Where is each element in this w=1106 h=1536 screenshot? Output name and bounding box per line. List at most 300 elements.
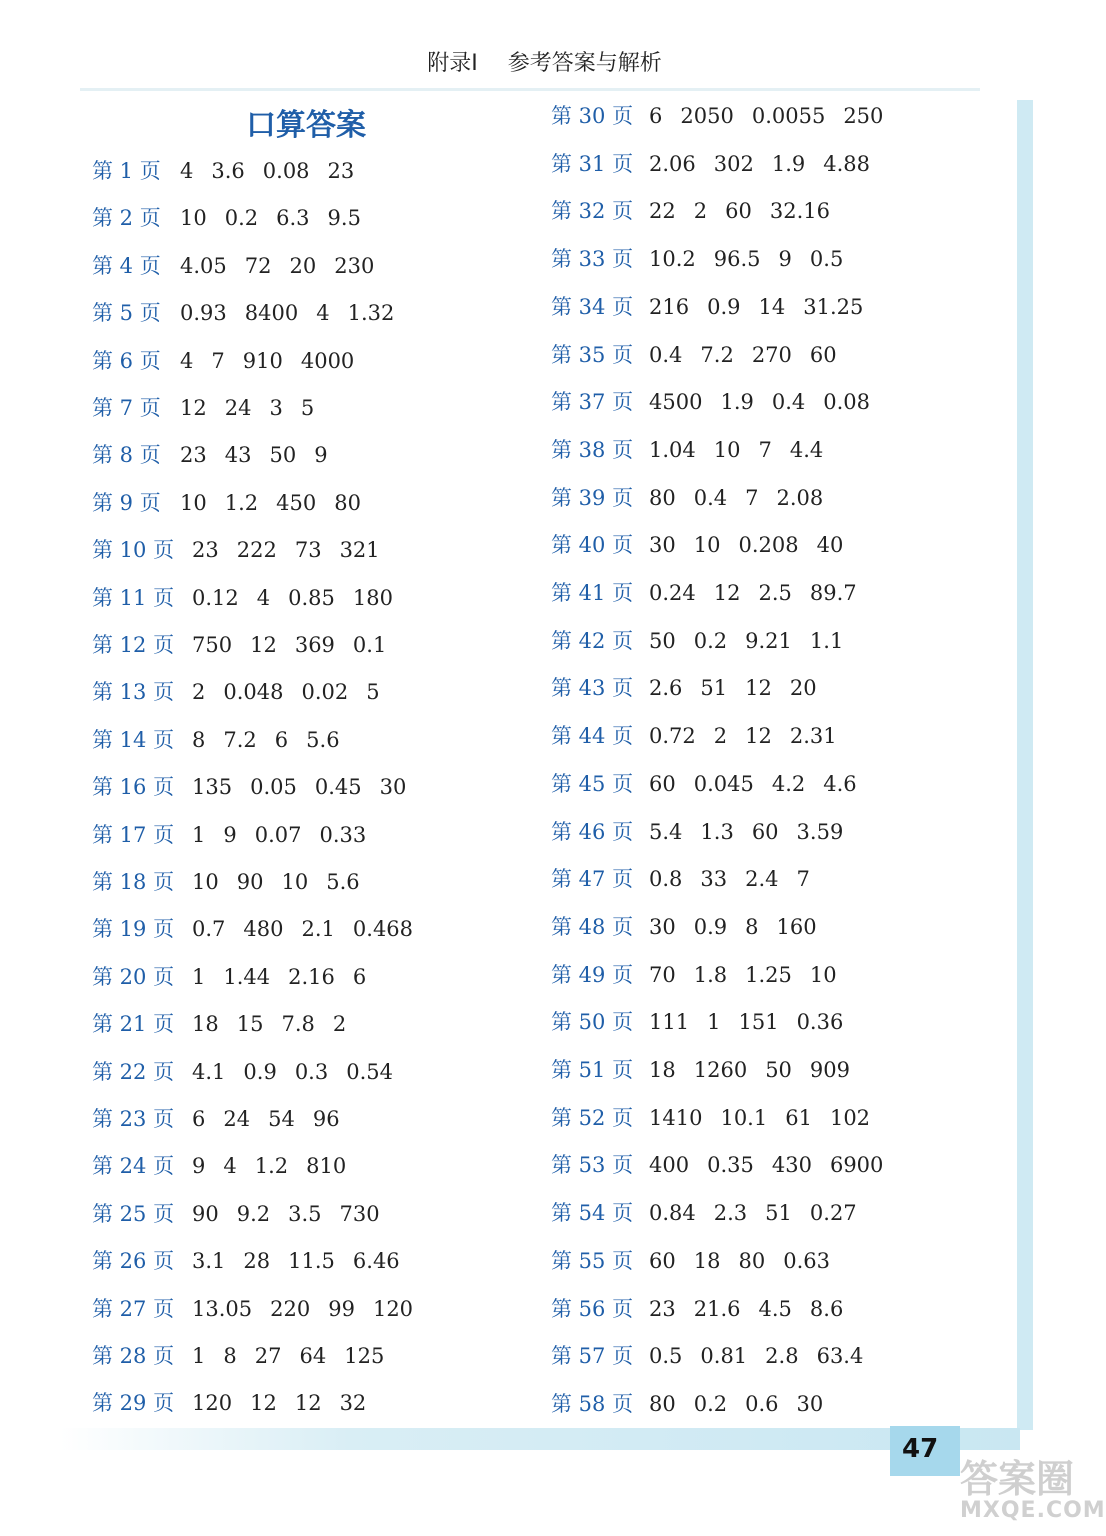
answer-value: 7 — [758, 437, 772, 462]
page-label: 第 35 页 — [551, 342, 634, 367]
answer-value: 450 — [276, 490, 317, 515]
answer-row — [92, 346, 355, 376]
answer-value: 80 — [649, 485, 676, 510]
answer-value: 0.048 — [223, 680, 284, 705]
answer-value: 80 — [738, 1248, 766, 1273]
answer-values — [649, 387, 888, 417]
page-label: 第 6 页 — [92, 348, 161, 373]
answer-values — [649, 1294, 861, 1324]
answer-value: 0.2 — [693, 628, 728, 653]
answer-value: 12 — [294, 1391, 322, 1416]
answer-value: 8.6 — [809, 1296, 844, 1321]
section-title: 口算答案 — [246, 108, 366, 143]
answer-value: 80 — [334, 490, 361, 515]
answer-value: 32.16 — [769, 199, 830, 224]
answer-value: 180 — [352, 585, 393, 610]
page-label: 第 4 页 — [92, 253, 161, 278]
answer-row — [92, 820, 367, 850]
answer-row — [92, 535, 380, 565]
answer-value: 0.63 — [783, 1248, 830, 1273]
answer-values — [649, 244, 861, 274]
answer-value: 8 — [223, 1344, 237, 1368]
answer-value: 135 — [192, 775, 233, 800]
answer-value: 430 — [771, 1153, 812, 1178]
answer-values — [649, 960, 855, 990]
answer-value: 32 — [339, 1391, 367, 1416]
answer-values — [192, 820, 384, 850]
answer-value: 1.3 — [700, 819, 734, 844]
page-label: 第 32 页 — [551, 199, 634, 224]
answer-values — [649, 626, 861, 656]
answer-value: 0.5 — [649, 1344, 683, 1369]
answer-value: 10.2 — [649, 247, 696, 272]
answer-value: 125 — [344, 1344, 385, 1368]
answer-value: 7.8 — [281, 1012, 315, 1037]
answer-value: 0.08 — [823, 390, 871, 415]
answer-value: 2.06 — [649, 151, 696, 176]
answer-value: 2050 — [680, 104, 734, 128]
answer-value: 7 — [745, 485, 759, 510]
answer-value: 30 — [649, 914, 676, 939]
answer-values — [649, 1150, 901, 1180]
answer-values — [192, 583, 411, 613]
page-label: 第 10 页 — [92, 538, 175, 563]
answer-row — [551, 244, 844, 274]
answer-row — [92, 1341, 385, 1371]
answer-value: 23 — [327, 159, 355, 183]
answer-row — [92, 1294, 414, 1324]
answer-value: 0.3 — [294, 1059, 329, 1084]
page-label: 第 13 页 — [92, 680, 175, 705]
page-label: 第 48 页 — [551, 914, 634, 939]
page-label: 第 42 页 — [551, 628, 634, 653]
page-label: 第 9 页 — [92, 490, 161, 515]
answer-value: 1 — [192, 964, 206, 989]
page-label: 第 27 页 — [92, 1296, 175, 1321]
answer-value: 0.9 — [707, 294, 741, 319]
page-label: 第 26 页 — [92, 1249, 175, 1274]
page-number: 47 — [902, 1434, 939, 1464]
answer-values — [192, 1388, 384, 1418]
answer-row — [92, 1388, 367, 1418]
page-label: 第 31 页 — [551, 151, 634, 176]
answer-values — [192, 1009, 364, 1039]
answer-values — [649, 196, 848, 226]
answer-value: 230 — [334, 253, 375, 278]
answer-row — [92, 440, 328, 470]
answer-value: 73 — [294, 538, 322, 563]
answer-values — [192, 1341, 402, 1371]
answer-value: 6.3 — [276, 206, 310, 231]
answer-value: 2.8 — [765, 1344, 799, 1369]
answer-value: 0.07 — [254, 822, 302, 847]
answer-value: 6 — [274, 727, 289, 752]
answer-value: 61 — [785, 1105, 812, 1130]
answer-value: 11.5 — [288, 1249, 335, 1274]
answer-values — [649, 435, 841, 465]
answer-row — [551, 1198, 857, 1228]
answer-values — [649, 769, 875, 799]
page-label: 第 25 页 — [92, 1201, 175, 1226]
answer-row — [92, 393, 315, 423]
answer-value: 5.6 — [306, 727, 340, 752]
header-title: 参考答案与解析 — [507, 51, 662, 76]
answer-value: 4 — [180, 348, 194, 373]
answer-value: 6900 — [829, 1153, 884, 1178]
answer-value: 2.5 — [758, 581, 792, 605]
answer-value: 810 — [306, 1154, 347, 1179]
page-label: 第 58 页 — [551, 1391, 634, 1416]
answer-value: 3.5 — [288, 1201, 322, 1226]
answer-value: 6 — [192, 1107, 206, 1131]
answer-row — [92, 725, 340, 755]
answer-values — [649, 912, 835, 942]
answer-value: 6.46 — [352, 1249, 400, 1274]
answer-value: 54 — [268, 1107, 295, 1131]
answer-value: 9 — [778, 247, 792, 272]
answer-value: 910 — [242, 348, 283, 373]
answer-value: 0.5 — [809, 247, 844, 272]
page-label: 第 14 页 — [92, 727, 175, 752]
bottom-band — [60, 1428, 1020, 1450]
answer-value: 12 — [250, 633, 277, 657]
answer-value: 10 — [693, 533, 721, 558]
answer-value: 480 — [243, 917, 284, 942]
answer-value: 1.25 — [745, 962, 792, 987]
answer-value: 21.6 — [693, 1296, 741, 1321]
answer-value: 4000 — [300, 348, 355, 373]
answer-value: 0.2 — [224, 206, 259, 231]
answer-value: 321 — [339, 538, 380, 563]
answer-value: 5.4 — [649, 819, 683, 844]
answer-row — [551, 149, 871, 179]
answer-value: 4.5 — [758, 1296, 792, 1321]
answer-row — [92, 914, 414, 944]
page-label: 第 30 页 — [551, 104, 634, 128]
answer-value: 0.9 — [243, 1059, 277, 1084]
page-label: 第 34 页 — [551, 294, 634, 319]
answer-value: 15 — [236, 1012, 264, 1037]
answer-value: 1410 — [649, 1105, 703, 1130]
answer-value: 4.2 — [771, 771, 806, 796]
answer-row — [551, 673, 817, 703]
answer-values — [649, 483, 841, 513]
answer-row — [551, 387, 871, 417]
answer-value: 9 — [314, 443, 328, 468]
answer-value: 0.33 — [319, 822, 367, 847]
answer-value: 10 — [713, 437, 741, 462]
answer-value: 0.4 — [771, 390, 806, 415]
answer-value: 10 — [180, 490, 207, 515]
answer-value: 4 — [223, 1154, 237, 1179]
answer-value: 12 — [713, 581, 741, 605]
answer-values — [192, 1246, 418, 1276]
answer-values — [649, 530, 861, 560]
answer-value: 4 — [180, 159, 194, 183]
answer-value: 0.35 — [707, 1153, 754, 1178]
header-rule — [80, 88, 980, 91]
page-label: 第 22 页 — [92, 1059, 175, 1084]
answer-values — [192, 725, 358, 755]
answer-value: 0.4 — [693, 485, 728, 510]
answer-value: 8400 — [244, 301, 299, 326]
page-label: 第 52 页 — [551, 1105, 634, 1130]
answer-value: 89.7 — [809, 581, 857, 605]
answer-values — [192, 1057, 411, 1087]
page-label: 第 33 页 — [551, 247, 634, 272]
answer-values — [649, 673, 835, 703]
answer-value: 20 — [289, 253, 317, 278]
answer-value: 9.2 — [236, 1201, 271, 1226]
answer-value: 3.59 — [796, 819, 844, 844]
answer-value: 0.9 — [693, 914, 728, 939]
answer-row — [551, 864, 810, 894]
answer-value: 1.2 — [224, 490, 259, 515]
answer-values — [192, 1104, 358, 1134]
answer-value: 30 — [379, 775, 407, 800]
answer-row — [551, 1055, 851, 1085]
answer-row — [551, 530, 844, 560]
answer-value: 60 — [809, 342, 837, 367]
answer-value: 0.54 — [346, 1059, 393, 1084]
answer-value: 14 — [758, 294, 786, 319]
page-label: 第 39 页 — [551, 485, 634, 510]
answer-values — [649, 101, 901, 131]
page-label: 第 1 页 — [92, 159, 161, 183]
page-label: 第 53 页 — [551, 1153, 634, 1178]
answer-value: 6 — [649, 104, 663, 128]
answer-value: 1.04 — [649, 437, 696, 462]
answer-values — [180, 393, 332, 423]
page-label: 第 37 页 — [551, 390, 634, 415]
answer-value: 1 — [707, 1010, 721, 1035]
page-label: 第 11 页 — [92, 585, 175, 610]
answer-row — [92, 1199, 380, 1229]
answer-value: 0.27 — [809, 1201, 857, 1226]
answer-value: 5.6 — [326, 870, 360, 894]
watermark-logo-text: 答案圈 — [960, 1457, 1075, 1501]
answer-value: 2.6 — [649, 676, 683, 701]
answer-value: 51 — [700, 676, 728, 701]
answer-row — [551, 769, 857, 799]
answer-value: 9.21 — [745, 628, 792, 653]
answer-values — [192, 1199, 398, 1229]
answer-row — [551, 483, 824, 513]
answer-values — [649, 149, 888, 179]
answer-value: 1.44 — [223, 964, 271, 989]
answer-value: 5 — [366, 680, 380, 705]
answer-values — [649, 817, 861, 847]
answer-value: 80 — [649, 1391, 676, 1416]
answer-value: 2.3 — [713, 1201, 748, 1226]
answer-values — [649, 1198, 875, 1228]
answer-value: 1.1 — [809, 628, 844, 653]
answer-value: 3.6 — [211, 159, 245, 183]
answer-value: 4.6 — [823, 771, 857, 796]
answer-value: 50 — [765, 1058, 792, 1082]
answer-row — [551, 1007, 844, 1037]
answer-value: 0.84 — [649, 1201, 696, 1226]
page-label: 第 54 页 — [551, 1201, 634, 1226]
answer-value: 4.4 — [789, 437, 824, 462]
answer-row — [92, 1151, 347, 1181]
answer-value: 40 — [816, 533, 844, 558]
answer-value: 30 — [649, 533, 676, 558]
page-label: 第 20 页 — [92, 964, 175, 989]
answer-row — [92, 1104, 340, 1134]
answer-row — [551, 960, 837, 990]
answer-value: 22 — [649, 199, 676, 224]
answer-value: 0.93 — [180, 301, 227, 326]
answer-values — [649, 1007, 861, 1037]
answer-values — [649, 292, 881, 322]
answer-row — [92, 1246, 400, 1276]
answer-value: 9 — [223, 822, 237, 847]
answer-value: 4 — [316, 301, 330, 326]
answer-value: 1.9 — [720, 390, 754, 415]
answer-value: 8 — [745, 914, 759, 939]
answer-value: 90 — [192, 1201, 219, 1226]
answer-value: 2.1 — [301, 917, 335, 942]
answer-row — [92, 677, 380, 707]
answer-value: 0.12 — [192, 585, 239, 610]
answer-value: 23 — [192, 538, 219, 563]
answer-value: 43 — [224, 443, 252, 468]
answer-value: 400 — [649, 1153, 690, 1178]
page-label: 第 24 页 — [92, 1154, 175, 1179]
answer-value: 0.24 — [649, 581, 696, 605]
answer-value: 216 — [649, 294, 690, 319]
answer-value: 222 — [236, 538, 277, 563]
answer-value: 2 — [693, 199, 708, 224]
answer-value: 10 — [281, 870, 309, 894]
answer-value: 12 — [745, 724, 772, 749]
answer-value: 70 — [649, 962, 676, 987]
answer-value: 2.31 — [789, 724, 837, 749]
answer-values — [649, 578, 875, 608]
answer-value: 1 — [192, 822, 206, 847]
answer-values — [192, 1294, 431, 1324]
answer-row — [92, 1009, 347, 1039]
answer-value: 96.5 — [713, 247, 761, 272]
answer-value: 0.0055 — [751, 104, 826, 128]
answer-value: 28 — [243, 1249, 271, 1274]
answer-values — [192, 1151, 364, 1181]
answer-row — [551, 1246, 830, 1276]
answer-value: 6 — [352, 964, 367, 989]
answer-values — [192, 630, 404, 660]
page-label: 第 19 页 — [92, 917, 175, 942]
answer-value: 250 — [843, 104, 884, 128]
answer-value: 0.8 — [649, 867, 683, 892]
answer-value: 0.36 — [796, 1010, 844, 1035]
answer-value: 369 — [294, 633, 335, 657]
answer-value: 3 — [269, 396, 283, 420]
answer-value: 2.4 — [745, 867, 779, 892]
answer-value: 18 — [693, 1248, 721, 1273]
answer-values — [180, 440, 346, 470]
answer-value: 7.2 — [700, 342, 734, 367]
answer-row — [92, 156, 355, 186]
answer-value: 60 — [649, 771, 676, 796]
answer-value: 111 — [649, 1010, 690, 1035]
page-label: 第 12 页 — [92, 633, 175, 657]
answer-value: 2.08 — [776, 485, 824, 510]
answer-value: 120 — [192, 1391, 233, 1416]
answer-value: 60 — [751, 819, 779, 844]
answer-value: 12 — [250, 1391, 277, 1416]
answer-row — [92, 203, 361, 233]
page-label: 第 17 页 — [92, 822, 175, 847]
answer-row — [551, 912, 817, 942]
answer-row — [92, 583, 393, 613]
answer-value: 909 — [809, 1058, 851, 1082]
answer-values — [180, 488, 379, 518]
page-label: 第 23 页 — [92, 1107, 175, 1131]
answer-row — [551, 196, 830, 226]
answer-row — [92, 1057, 393, 1087]
answer-value: 102 — [829, 1105, 871, 1130]
answer-value: 1.9 — [771, 151, 806, 176]
answer-value: 2 — [332, 1012, 347, 1037]
answer-row — [551, 1103, 871, 1133]
answer-values — [192, 867, 378, 897]
answer-value: 24 — [223, 1107, 251, 1131]
page-label: 第 41 页 — [551, 581, 634, 605]
page-label: 第 51 页 — [551, 1058, 634, 1082]
answer-value: 1.32 — [347, 301, 395, 326]
answer-value: 7.2 — [223, 727, 257, 752]
answer-value: 2.16 — [288, 964, 335, 989]
answer-value: 5 — [300, 396, 315, 420]
answer-row — [551, 1389, 824, 1419]
answer-value: 3.1 — [192, 1249, 226, 1274]
answer-value: 0.72 — [649, 724, 696, 749]
answer-value: 0.81 — [700, 1344, 748, 1369]
answer-value: 13.05 — [192, 1296, 253, 1321]
page-label: 第 44 页 — [551, 724, 634, 749]
answer-value: 2 — [713, 724, 728, 749]
answer-row — [551, 1341, 864, 1371]
answer-value: 9.5 — [327, 206, 361, 231]
page-label: 第 49 页 — [551, 962, 634, 987]
page-label: 第 21 页 — [92, 1012, 175, 1037]
page-label: 第 5 页 — [92, 301, 161, 326]
answer-value: 160 — [776, 914, 817, 939]
page-label: 第 40 页 — [551, 533, 634, 558]
answer-value: 63.4 — [816, 1344, 864, 1369]
answer-value: 0.2 — [693, 1391, 728, 1416]
answer-value: 31.25 — [803, 294, 864, 319]
answer-value: 0.6 — [745, 1391, 779, 1416]
answer-value: 90 — [236, 870, 264, 894]
page-label: 第 46 页 — [551, 819, 634, 844]
answer-value: 10 — [180, 206, 207, 231]
page-label: 第 16 页 — [92, 775, 175, 800]
answer-row — [551, 721, 837, 751]
answer-value: 0.08 — [262, 159, 310, 183]
side-stripe — [1017, 100, 1033, 1430]
page-label: 第 50 页 — [551, 1010, 634, 1035]
answer-value: 96 — [312, 1107, 340, 1131]
page-label: 第 2 页 — [92, 206, 161, 231]
answer-values — [192, 914, 431, 944]
answer-values — [649, 340, 855, 370]
page-label: 第 38 页 — [551, 437, 634, 462]
answer-value: 0.468 — [352, 917, 414, 942]
watermark — [960, 1448, 1106, 1528]
answer-value: 0.4 — [649, 342, 683, 367]
